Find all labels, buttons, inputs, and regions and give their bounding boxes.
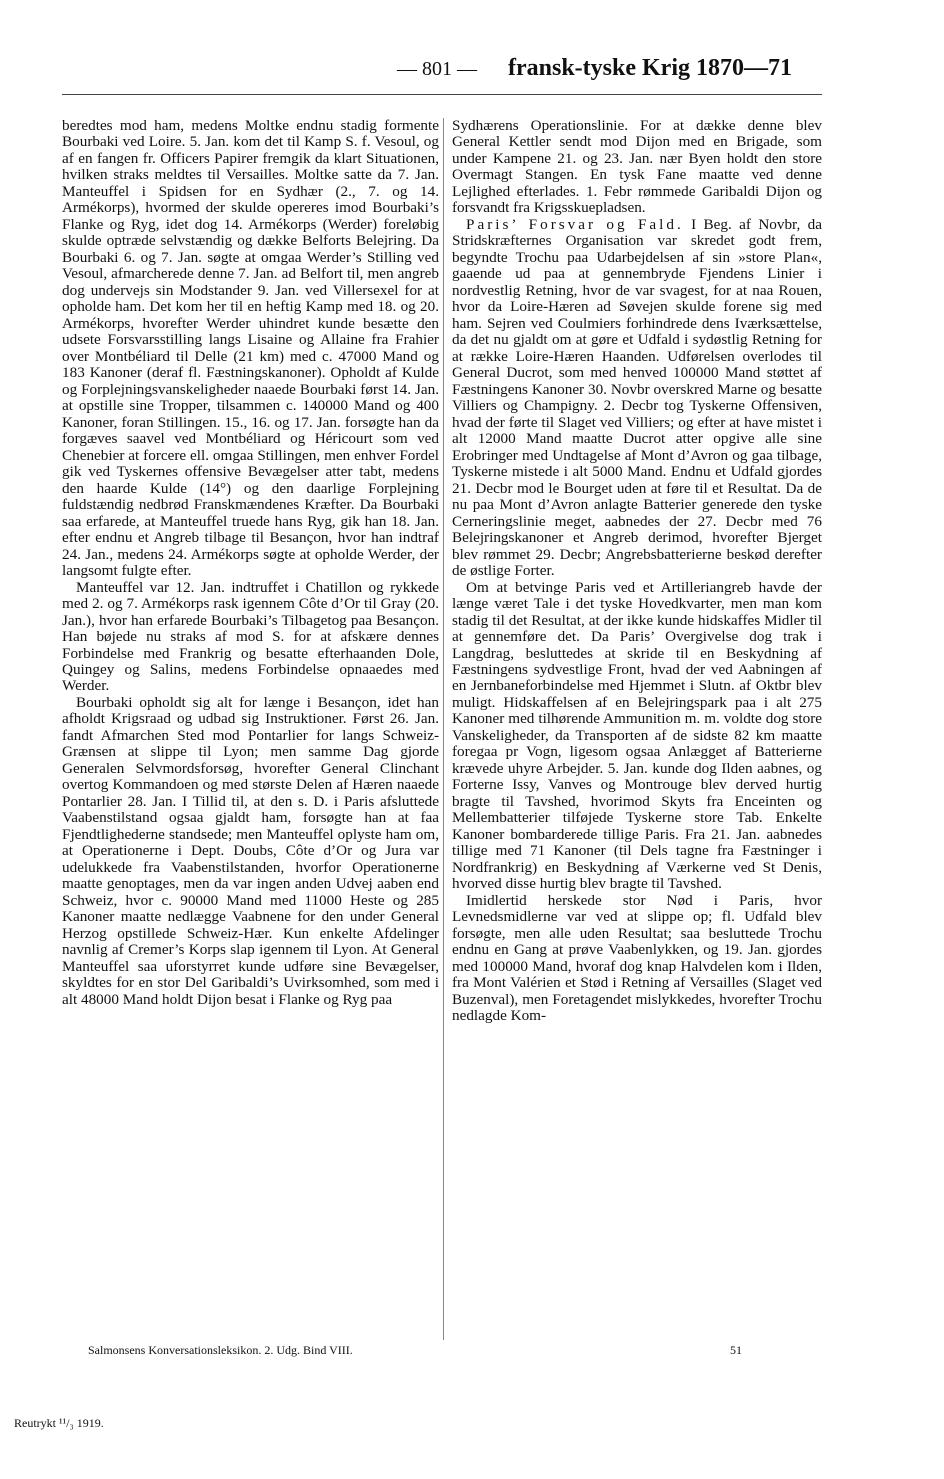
paragraph-text: Novbr, da Stridskræfternes Organisation var skredet godt frem, begyndte Trochu paa Udarbejdelsen af sin »store Plan«, gaaende ud paa at gennembryde Fjendens Linier i nordvestlig Retning, hvor de var svagest, for at naa Rouen, hvor da Loire-Hæren ad Søvejen skulde forene sig med ham. Sejren ved Coulmiers forhindrede dens Iværksættelse, da det nu gjaldt om at gøre et Udfald i sydøstlig Retning for at række Loire-Hæren Haanden. Udførelsen overlodes til General Ducrot, som med henved 100000 Mand støttet af Fæstningens Kanoner 30. Novbr overskred Marne og besatte Villiers og Champigny. 2. Decbr tog Tyskerne Offensiven, hvad der førte til Slaget ved Villiers; og efter at have mistet i alt 12000 Mand maatte Ducrot atter opgive alle sine Erobringer med Undtagelse af Mont d’Avron og gaa tilbage, Tyskerne mistede i alt 5000 Mand. Endnu et Udfald gjordes 21. Decbr mod le Bourget uden at føre til et Resultat. Da de nu paa Mont d’Avron anlagte Batterier generede den tyske Cerneringslinie meget, aabnedes der 27. Decbr med 76 Belejringskanoner et Angreb derimod, hvorefter Bjerget blev rømmet 29. Decbr; Angrebsbatterierne beskød derefter de østlige Forter. (452, 215, 822, 580)
header-rule (62, 94, 822, 95)
page-header (0, 55, 944, 92)
column-divider (443, 118, 444, 1340)
reprint-note: Reutrykt ¹¹/₃ 1919. (14, 1416, 104, 1430)
section-heading-lead: I Beg. af (691, 215, 751, 233)
left-column (62, 118, 439, 1340)
page-number: — 801 — (397, 58, 477, 80)
source-footer: Salmonsens Konversationsleksikon. 2. Udg. Bind VIII. (88, 1343, 353, 1357)
paragraph: Imidlertid herskede stor Nød i Paris, hvor Levnedsmidlerne var ved at slippe op; fl. Udfald blev forsøgte, men alle uden Resultat; saa besluttede Trochu endnu en Gang at prøve Vaabenlykken, og 19. Jan. gjordes med 100000 Mand, hvoraf dog knap Halvdelen kom i Ilden, fra Mont Valérien et Stød i Retning af Versailles (Slaget ved Buzenval), men Foretagendet mislykkedes, hvorefter Trochu nedlagde Kom- (452, 891, 822, 1025)
folio-number: 51 (730, 1343, 742, 1357)
paragraph: Om at betvinge Paris ved et Artilleriangreb havde der længe været Tale i det tyske Hovedkvarter, men man kom stadig til det Resultat, at der ikke kunde hidskaffes Midler til at gennemføre det. Da Paris’ Overgivelse dog trak i Langdrag, besluttedes at skride til en Beskydning af Fæstningens sydvestlige Front, hvad der ved Aabningen af en Jernbaneforbindelse med Hjemmet i Slutn. af Oktbr blev muligt. Hidskaffelsen af en Belejringspark paa i alt 275 Kanoner med tilhørende Ammunition m. m. voldte dog store Vanskeligheder, da Transporten af de sidste 82 km maatte foregaa pr Vogn, ligesom ogsaa Anlægget af Batterierne krævede uhyre Arbejder. 5. Jan. kunde dog Ilden aabnes, og Forterne Issy, Vanves og Montrouge blev derved hurtig bragte til Tavshed, hvorimod Skyts fra Enceinten og Mellembatterier tilføjede Tyskerne store Tab. Enkelte Kanoner bombarderede tillige Paris. Fra 21. Jan. aabnedes tillige med 71 Kanoner (til Dels tagne fra Fæstninger i Nordfrankrig) en Beskydning af Værkerne ved St Denis, hvorved disse hurtig blev bragte til Tavshed. (452, 578, 822, 893)
paragraph: Bourbaki opholdt sig alt for længe i Besançon, idet han afholdt Krigsraad og udbad sig Instruktioner. Først 26. Jan. fandt Afmarchen Sted mod Pontarlier for langs Schweiz-Grænsen at slippe til Lyon; men samme Dag gjorde Generalen Selvmordsforsøg, hvorefter General Clinchant overtog Kommandoen og med største Delen af Hæren naaede Pontarlier 28. Jan. I Tillid til, at den s. D. i Paris afsluttede Vaabenstilstand ogsaa gjaldt ham, forsøgte han at faa Fjendtlighederne standsede; men Manteuffel oplyste ham om, at Operationerne i Dept. Doubs, Côte d’Or og Jura var udelukkede fra Vaabenstilstanden, hvorfor Operationerne maatte genoptages, men da var ingen anden Udvej aaben end Schweiz, hvor c. 90000 Mand med 11000 Heste og 285 Kanoner maatte nedlægge Vaabnene for den under General Herzog opstillede Schweiz-Hær. Kun enkelte Afdelinger navnlig af Cremer’s Korps slap igennem til Lyon. At General Manteuffel saa uforstyrret kunde udføre sine Bevægelser, skyldtes for en stor Del Garibaldi’s Uvirksomhed, som med i alt 48000 Mand holdt Dijon besat i Flanke og Ryg paa (62, 693, 439, 1008)
section-paragraph (452, 217, 822, 580)
paragraph: beredtes mod ham, medens Moltke endnu stadig formente Bourbaki ved Loire. 5. Jan. kom det til Kamp S. f. Vesoul, og af en fangen fr. Officers Papirer fremgik da klart Situationen, hvilken straks meldtes til Versailles. Moltke satte da 7. Jan. Manteuffel i Spidsen for en Sydhær (2., 7. og 14. Armékorps), hvormed der skulde opereres imod Bourbaki’s Flanke og Ryg, idet dog 14. Armékorps (Werder) foreløbig skulde optræde selvstændig og dække Belforts Belejring. Da Bourbaki 6. og 7. Jan. søgte at omgaa Werder’s Stilling ved Vesoul, afmarcherede denne 7. Jan. ad Belfort til, men angreb dog undervejs sin Modstander 9. Jan. ved Villersexel for at opholde ham. Det kom her til en heftig Kamp med 18. og 20. Armékorps, hvorefter Werder uhindret kunde besætte den udsete Forsvarsstilling langs Lisaine og Allaine fra Frahier over Montbéliard til Delle (21 km) med c. 47000 Mand og 183 Kanoner (deraf fl. Fæstningskanoner). Opholdt af Kulde og Forplejningsvanskeligheder naaede Bourbaki først 14. Jan. at opstille sine Tropper, tilsammen c. 140000 Mand og 400 Kanoner, foran Stillingen. 15., 16. og 17. Jan. forsøgte han da forgæves saavel ved Montbéliard og Héricourt som ved Chenebier at forcere ell. omgaa Stillingen, men enhver Fordel gik ved Tyskernes offensive Bevægelser atter tabt, medens den haarde Kulde (14°) og den daarlige Forplejning fuldstændig nedbrød Franskmændenes Kræfter. Da Bourbaki saa erfarede, at Manteuffel truede hans Ryg, gik han 18. Jan. efter endnu et Angreb tilbage til Besançon, hvor han indtraf 24. Jan., medens 24. Armékorps søgte at opholde Werder, der langsomt fulgte efter. (62, 118, 439, 580)
paragraph: Manteuffel var 12. Jan. indtruffet i Chatillon og rykkede med 2. og 7. Armékorps rask igennem Côte d’Or til Gray (20. Jan.), hvor han erfarede Bourbaki’s Tilbagetog paa Besançon. Han bøjede nu straks af mod S. for at afskære dennes Forbindelse med Frankrig og besatte efterhaanden Dole, Quingey og Salins, medens Forbindelse opnaaedes med Werder. (62, 578, 439, 695)
right-column (452, 118, 822, 1340)
paragraph: Sydhærens Operationslinie. For at dække denne blev General Kettler sendt mod Dijon med en Brigade, som under Kampene 21. og 23. Jan. nær Byen holdt den store Overmagt Stangen. En tysk Fane maatte ved denne Lejlighed efterlades. 1. Febr rømmede Garibaldi Dijon og forsvandt fra Krigsskuepladsen. (452, 118, 822, 217)
page-title: fransk-tyske Krig 1870—71 (508, 55, 792, 81)
section-heading: Paris’ Forsvar og Fald. (466, 215, 684, 233)
